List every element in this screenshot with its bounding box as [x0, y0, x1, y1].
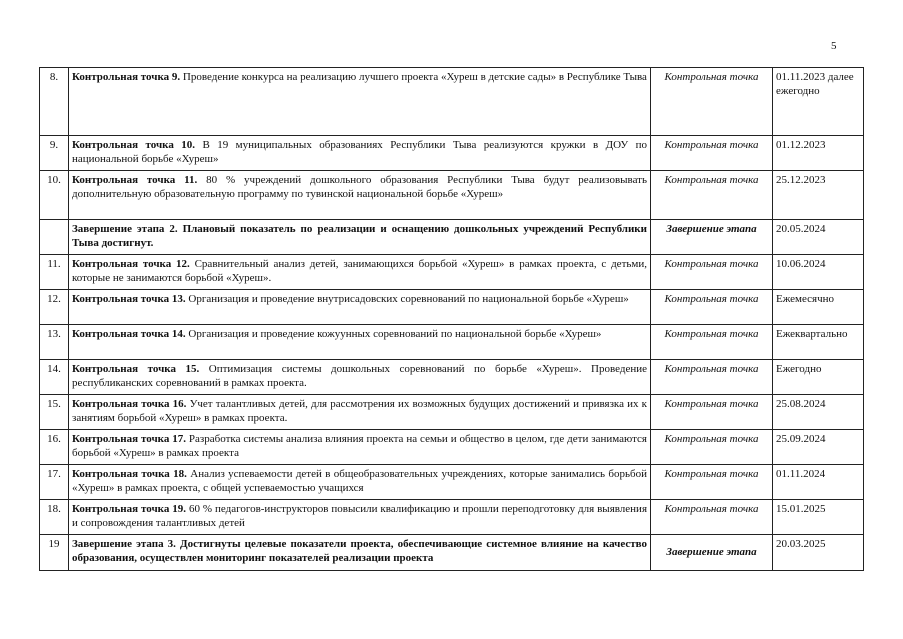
row-type: Контрольная точка — [651, 360, 773, 395]
row-number: 17. — [40, 465, 69, 500]
row-number — [40, 220, 69, 255]
row-type: Контрольная точка — [651, 68, 773, 136]
control-point-title: Контрольная точка 10. — [72, 139, 196, 151]
row-type: Контрольная точка — [651, 500, 773, 535]
row-type: Завершение этапа — [651, 535, 773, 571]
row-date: 25.09.2024 — [773, 430, 864, 465]
row-number: 10. — [40, 171, 69, 220]
control-points-table — [39, 67, 864, 571]
table-row — [40, 500, 864, 535]
row-type: Контрольная точка — [651, 171, 773, 220]
row-date: 20.03.2025 — [773, 535, 864, 571]
control-point-text: В 19 муниципальных образованиях Республики Тыва реализуются кружки в ДОУ по национальной борьбе «Хуреш» — [72, 139, 648, 165]
row-number: 15. — [40, 395, 69, 430]
stage-description: Завершение этапа 3. Достигнуты целевые показатели проекта, обеспечивающие системное влияние на качество образования, осуществлен мониторинг показателей реализации проекта — [69, 535, 651, 571]
row-description — [69, 360, 651, 395]
control-point-title: Контрольная точка 15. — [72, 363, 200, 375]
row-date: 01.11.2024 — [773, 465, 864, 500]
row-type: Контрольная точка — [651, 325, 773, 360]
row-date: Ежегодно — [773, 360, 864, 395]
table-row — [40, 290, 864, 325]
row-number: 13. — [40, 325, 69, 360]
control-point-text: Организация и проведение внутрисадовских соревнований по национальной борьбе «Хуреш» — [185, 293, 629, 305]
table-row — [40, 68, 864, 136]
control-point-text: Проведение конкурса на реализацию лучшего проекта «Хуреш в детские сады» в Республике Тыва — [180, 71, 647, 83]
control-point-title: Контрольная точка 19. — [72, 503, 187, 515]
row-number: 14. — [40, 360, 69, 395]
row-description — [69, 325, 651, 360]
control-point-title: Контрольная точка 16. — [72, 398, 187, 410]
row-number: 19 — [40, 535, 69, 571]
control-point-title: Контрольная точка 12. — [72, 258, 190, 270]
row-description — [69, 255, 651, 290]
row-number: 11. — [40, 255, 69, 290]
row-type: Контрольная точка — [651, 430, 773, 465]
control-point-title: Контрольная точка 13. — [72, 293, 186, 305]
control-point-title: Контрольная точка 14. — [72, 328, 186, 340]
control-point-title: Контрольная точка 18. — [72, 468, 187, 480]
control-point-text: Сравнительный анализ детей, занимающихся борьбой «Хуреш» в рамках проекта, с детьми, которые не занимаются борьбой «Хуреш». — [72, 258, 647, 284]
row-number: 16. — [40, 430, 69, 465]
row-date: Ежемесячно — [773, 290, 864, 325]
control-point-title: Контрольная точка 9. — [72, 71, 181, 83]
row-number: 9. — [40, 136, 69, 171]
stage-completion-row — [40, 535, 864, 571]
table-row — [40, 325, 864, 360]
table-row — [40, 255, 864, 290]
control-point-text: Анализ успеваемости детей в общеобразовательных учреждениях, которые занимались борьбой «Хуреш» в рамках проекта, с общей успеваемостью учащихся — [72, 468, 648, 494]
row-description — [69, 290, 651, 325]
control-point-title: Контрольная точка 11. — [72, 174, 198, 186]
row-date: 15.01.2025 — [773, 500, 864, 535]
row-type: Контрольная точка — [651, 136, 773, 171]
row-type: Контрольная точка — [651, 465, 773, 500]
control-point-text: 80 % учреждений дошкольного образования Республики Тыва будут реализовывать дополнительную образовательную программу по тувинской национальной борьбе «Хуреш» — [72, 174, 648, 200]
control-point-text: Разработка системы анализа влияния проекта на семьи и общество в целом, где дети занимаются борьбой «Хуреш» в рамках проекта — [72, 433, 647, 459]
table-row — [40, 465, 864, 500]
row-date: 25.08.2024 — [773, 395, 864, 430]
row-description — [69, 395, 651, 430]
row-date: 01.11.2023 далее ежегодно — [773, 68, 864, 136]
table-row — [40, 360, 864, 395]
row-type: Контрольная точка — [651, 395, 773, 430]
row-date: Ежеквартально — [773, 325, 864, 360]
control-point-text: Организация и проведение кожуунных соревнований по национальной борьбе «Хуреш» — [185, 328, 602, 340]
row-date: 20.05.2024 — [773, 220, 864, 255]
row-date: 01.12.2023 — [773, 136, 864, 171]
row-description — [69, 465, 651, 500]
control-point-text: Оптимизация системы дошкольных соревнований по борьбе «Хуреш». Проведение республиканских соревнований в рамках проекта. — [72, 363, 647, 389]
row-number: 18. — [40, 500, 69, 535]
table-row — [40, 171, 864, 220]
row-description — [69, 68, 651, 136]
row-number: 8. — [40, 68, 69, 136]
row-type: Контрольная точка — [651, 255, 773, 290]
row-type: Контрольная точка — [651, 290, 773, 325]
row-description — [69, 171, 651, 220]
row-date: 25.12.2023 — [773, 171, 864, 220]
table-row — [40, 395, 864, 430]
table-row — [40, 136, 864, 171]
page-number: 5 — [831, 40, 837, 52]
control-point-text: 60 % педагогов-инструкторов повысили квалификацию и прошли переподготовку для выявления и сопровождения талантливых детей — [72, 503, 648, 529]
row-date: 10.06.2024 — [773, 255, 864, 290]
control-point-text: Учет талантливых детей, для рассмотрения их возможных будущих достижений и привязка их к занятиям борьбой «Хуреш» в рамках проекта. — [72, 398, 647, 424]
stage-completion-row — [40, 220, 864, 255]
row-number: 12. — [40, 290, 69, 325]
row-description — [69, 136, 651, 171]
row-description — [69, 500, 651, 535]
row-type: Завершение этапа — [651, 220, 773, 255]
table-row — [40, 430, 864, 465]
row-description — [69, 430, 651, 465]
control-point-title: Контрольная точка 17. — [72, 433, 186, 445]
stage-description: Завершение этапа 2. Плановый показатель по реализации и оснащению дошкольных учреждений Республики Тыва достигнут. — [69, 220, 651, 255]
